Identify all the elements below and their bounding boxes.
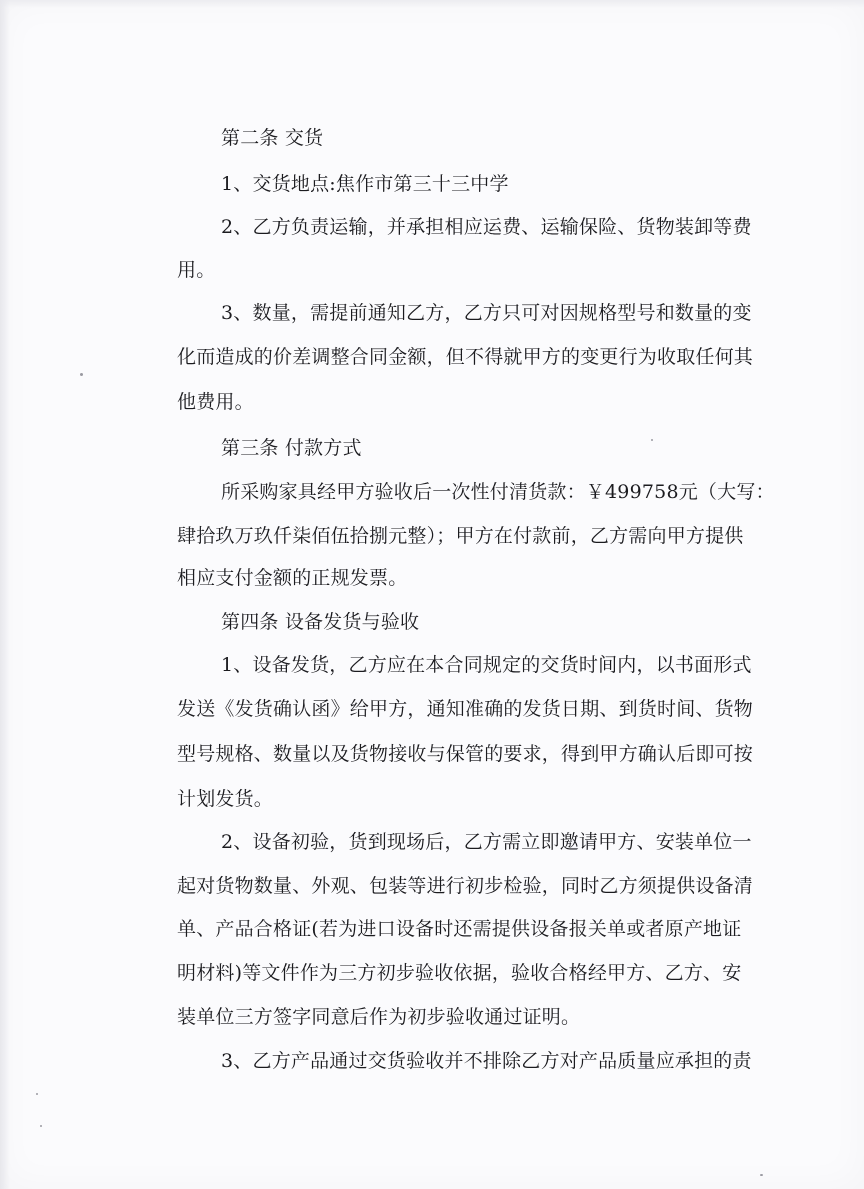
- article-2-item-2-cont: 用。: [177, 259, 216, 281]
- scan-speck: [651, 439, 653, 441]
- article-4-item-2-cont-3: 明材料)等文件作为三方初步验收依据，验收合格经甲方、乙方、安: [177, 962, 742, 984]
- article-4-item-1-cont-1: 发送《发货确认函》给甲方，通知准确的发货日期、到货时间、货物: [177, 698, 754, 720]
- article-2-item-3-cont-2: 他费用。: [177, 391, 254, 413]
- scan-speck: [760, 1174, 763, 1176]
- article-3-body-cont-1: 肆拾玖万玖仟柒佰伍拾捌元整）；甲方在付款前，乙方需向甲方提供: [177, 525, 744, 547]
- article-4-item-2-cont-1: 起对货物数量、外观、包装等进行初步检验，同时乙方须提供设备清: [177, 875, 754, 897]
- scan-shadow-left: [0, 0, 10, 1189]
- scan-speck: [36, 1093, 38, 1095]
- article-4-item-2-cont-2: 单、产品合格证(若为进口设备时还需提供设备报关单或者原产地证: [177, 918, 742, 940]
- article-3-heading: 第三条 付款方式: [221, 437, 362, 459]
- article-2-heading: 第二条 交货: [221, 127, 324, 149]
- article-2-item-1: 1、交货地点:焦作市第三十三中学: [221, 173, 509, 195]
- article-4-item-2: 2、设备初验，货到现场后，乙方需立即邀请甲方、安装单位一: [221, 831, 752, 853]
- article-2-item-3-cont-1: 化而造成的价差调整合同金额，但不得就甲方的变更行为收取任何其: [177, 346, 754, 368]
- scan-speck: [40, 1125, 42, 1127]
- article-3-body: 所采购家具经甲方验收后一次性付清货款：￥499758元（大写：: [221, 481, 775, 503]
- article-4-item-1-cont-3: 计划发货。: [177, 788, 274, 810]
- article-4-heading: 第四条 设备发货与验收: [221, 611, 420, 633]
- article-4-item-2-cont-4: 装单位三方签字同意后作为初步验收通过证明。: [177, 1006, 581, 1028]
- article-2-item-3: 3、数量，需提前通知乙方，乙方只可对因规格型号和数量的变: [221, 302, 752, 324]
- article-4-item-1: 1、设备发货，乙方应在本合同规定的交货时间内，以书面形式: [221, 654, 752, 676]
- scan-shadow-top: [0, 0, 864, 8]
- article-3-body-cont-2: 相应支付金额的正规发票。: [177, 567, 408, 589]
- article-4-item-1-cont-2: 型号规格、数量以及货物接收与保管的要求，得到甲方确认后即可按: [177, 743, 754, 765]
- article-2-item-2: 2、乙方负责运输，并承担相应运费、运输保险、货物装卸等费: [221, 216, 752, 238]
- article-4-item-3: 3、乙方产品通过交货验收并不排除乙方对产品质量应承担的责: [221, 1050, 752, 1072]
- scan-speck: [80, 373, 83, 376]
